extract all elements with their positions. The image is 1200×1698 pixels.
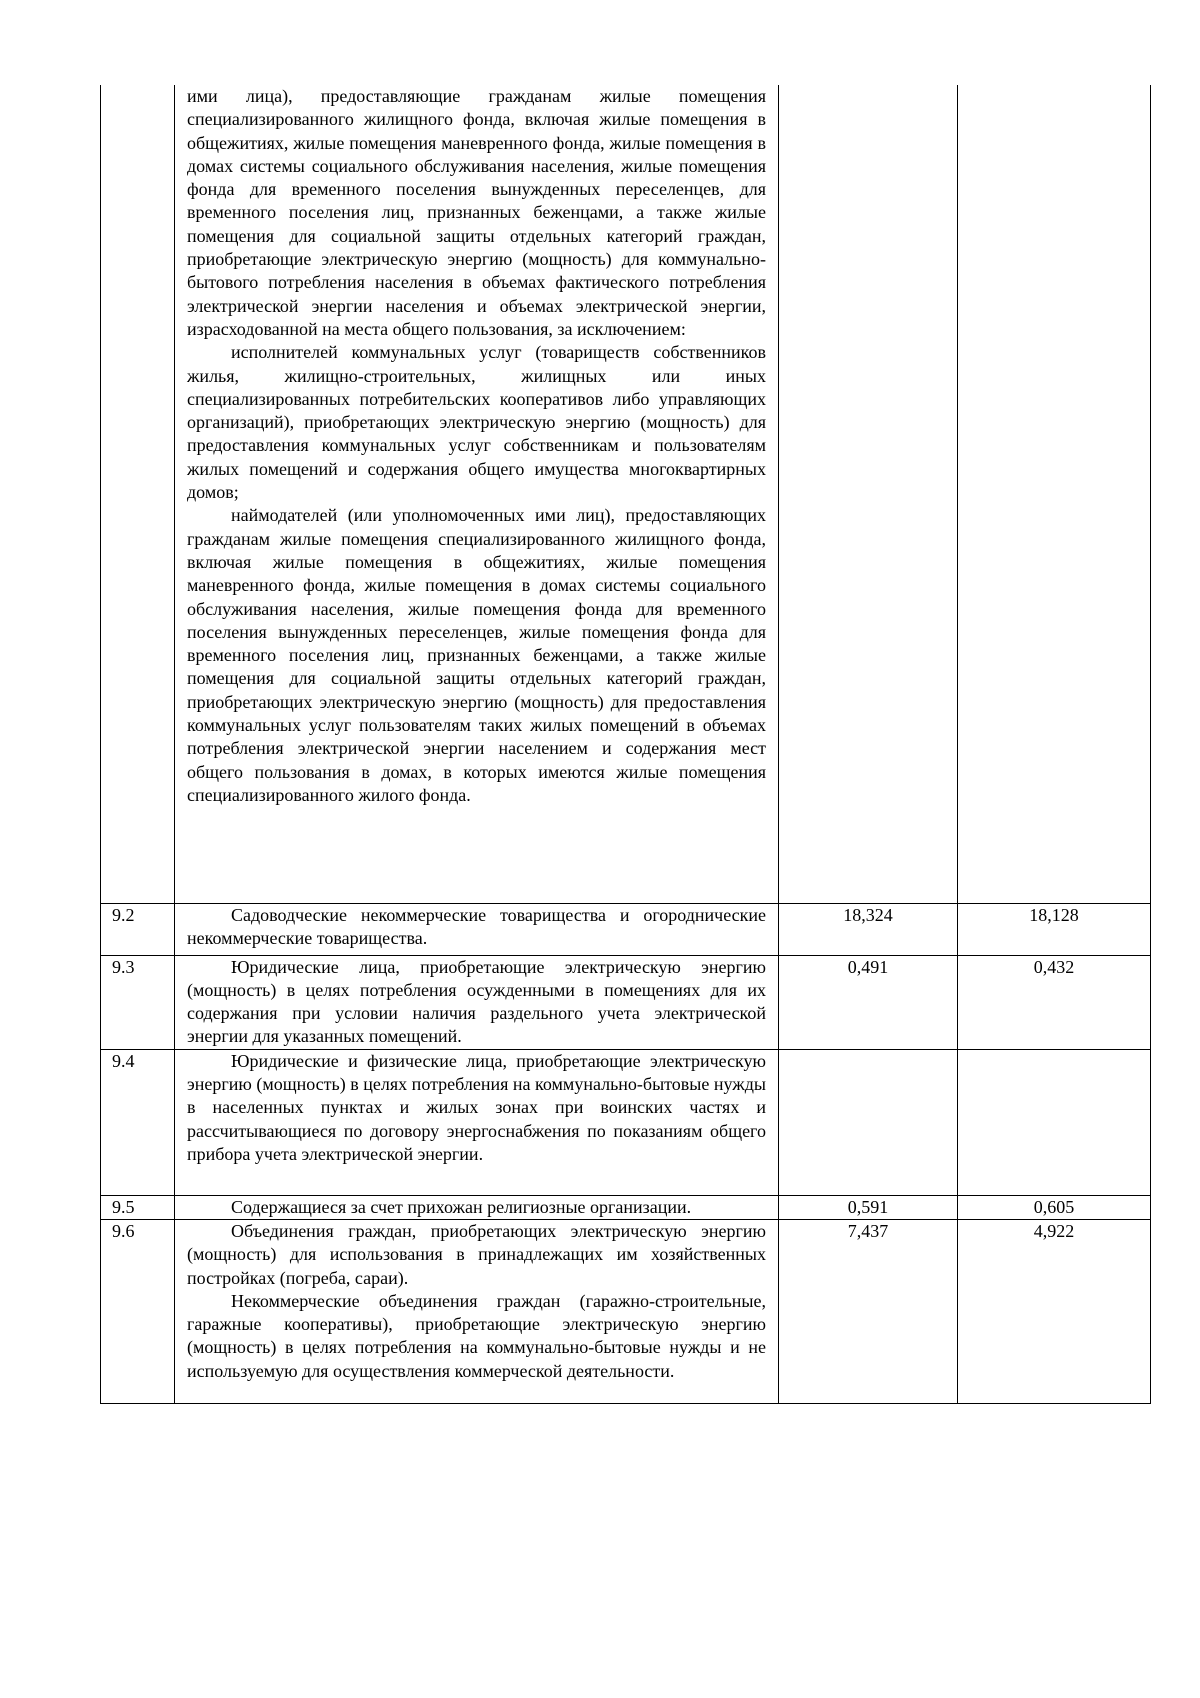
row-number: 9.2 <box>101 903 175 955</box>
description-paragraph: наймодателей (или уполномоченных ими лиц), предоставляющих гражданам жилые помещения специализированного жилищного фонда, включая жилые помещения в общежитиях, жилые помещения маневренного фонда, жилые помещения в домах системы социального обслуживания населения, жилые помещения фонда для временного поселения вынужденных переселенцев, жилые помещения фонда для временного поселения лиц, признанных беженцами, а также жилые помещения для социальной защиты отдельных категорий граждан, приобретающих электрическую энергию (мощность) для предоставления коммунальных услуг пользователям таких жилых помещений в объемах потребления электрической энергии населением и содержания мест общего пользования в домах, в которых имеются жилые помещения специализированного жилого фонда. <box>187 505 766 805</box>
row-description <box>175 955 779 1049</box>
table-row-9-6 <box>101 1219 1151 1403</box>
row-value-2: 4,922 <box>958 1219 1151 1403</box>
row-value-1: 7,437 <box>779 1219 958 1403</box>
description-paragraph: Юридические лица, приобретающие электрическую энергию (мощность) в целях потребления осужденными в помещениях для их содержания при условии наличия раздельного учета электрической энергии для указанных помещений. <box>187 956 766 1047</box>
description-paragraph: Объединения граждан, приобретающих электрическую энергию (мощность) для использования в принадлежащих им хозяйственных постройках (погреба, сараи). <box>187 1220 766 1288</box>
row-description <box>175 1195 779 1219</box>
row-value-1: 18,324 <box>779 903 958 955</box>
row-number: 9.3 <box>101 955 175 1049</box>
table-row-9-5 <box>101 1195 1151 1219</box>
row-value-2 <box>958 1049 1151 1195</box>
description-paragraph: Содержащиеся за счет прихожан религиозные организации. <box>231 1196 692 1217</box>
row-number: 9.4 <box>101 1049 175 1195</box>
row-description <box>175 85 779 903</box>
description-paragraph: Садоводческие некоммерческие товарищества и огороднические некоммерческие товарищества. <box>187 904 766 948</box>
description-paragraph: ими лица), предоставляющие гражданам жилые помещения специализированного жилищного фонда, включая жилые помещения в общежитиях, жилые помещения маневренного фонда, жилые помещения в домах системы социального обслуживания населения, жилые помещения фонда для временного поселения вынужденных переселенцев, для временного поселения лиц, признанных беженцами, а также жилые помещения для социальной защиты отдельных категорий граждан, приобретающие электрическую энергию (мощность) для коммунально-бытового потребления населения в объемах фактического потребления электрической энергии населения и объемах электрической энергии, израсходованной на места общего пользования, за исключением: <box>187 86 766 339</box>
row-value-1 <box>779 85 958 903</box>
row-number <box>101 85 175 903</box>
table-row-9-2 <box>101 903 1151 955</box>
row-value-2: 0,605 <box>958 1195 1151 1219</box>
row-value-2: 18,128 <box>958 903 1151 955</box>
description-paragraph: исполнителей коммунальных услуг (товариществ собственников жилья, жилищно-строительных, жилищных или иных специализированных потребительских кооперативов либо управляющих организаций), приобретающих электрическую энергию (мощность) для предоставления коммунальных услуг собственникам и пользователям жилых помещений и содержания общего имущества многоквартирных домов; <box>187 342 766 503</box>
row-value-1: 0,491 <box>779 955 958 1049</box>
row-description <box>175 1049 779 1195</box>
row-value-1 <box>779 1049 958 1195</box>
row-description <box>175 1219 779 1403</box>
row-description <box>175 903 779 955</box>
row-value-2 <box>958 85 1151 903</box>
description-paragraph: Некоммерческие объединения граждан (гаражно-строительные, гаражные кооперативы), приобретающие электрическую энергию (мощность) в целях потребления на коммунально-бытовые нужды и не используемую для осуществления коммерческой деятельности. <box>187 1290 766 1381</box>
tariff-table <box>100 85 1151 1404</box>
row-number: 9.5 <box>101 1195 175 1219</box>
row-value-2: 0,432 <box>958 955 1151 1049</box>
row-number: 9.6 <box>101 1219 175 1403</box>
description-paragraph: Юридические и физические лица, приобретающие электрическую энергию (мощность) в целях потребления на коммунально-бытовые нужды в населенных пунктах и жилых зонах при воинских частях и рассчитывающиеся по договору энергоснабжения по показаниям общего прибора учета электрической энергии. <box>187 1050 766 1164</box>
table-row-continuation <box>101 85 1151 903</box>
row-value-1: 0,591 <box>779 1195 958 1219</box>
table-row-9-4 <box>101 1049 1151 1195</box>
table-row-9-3 <box>101 955 1151 1049</box>
